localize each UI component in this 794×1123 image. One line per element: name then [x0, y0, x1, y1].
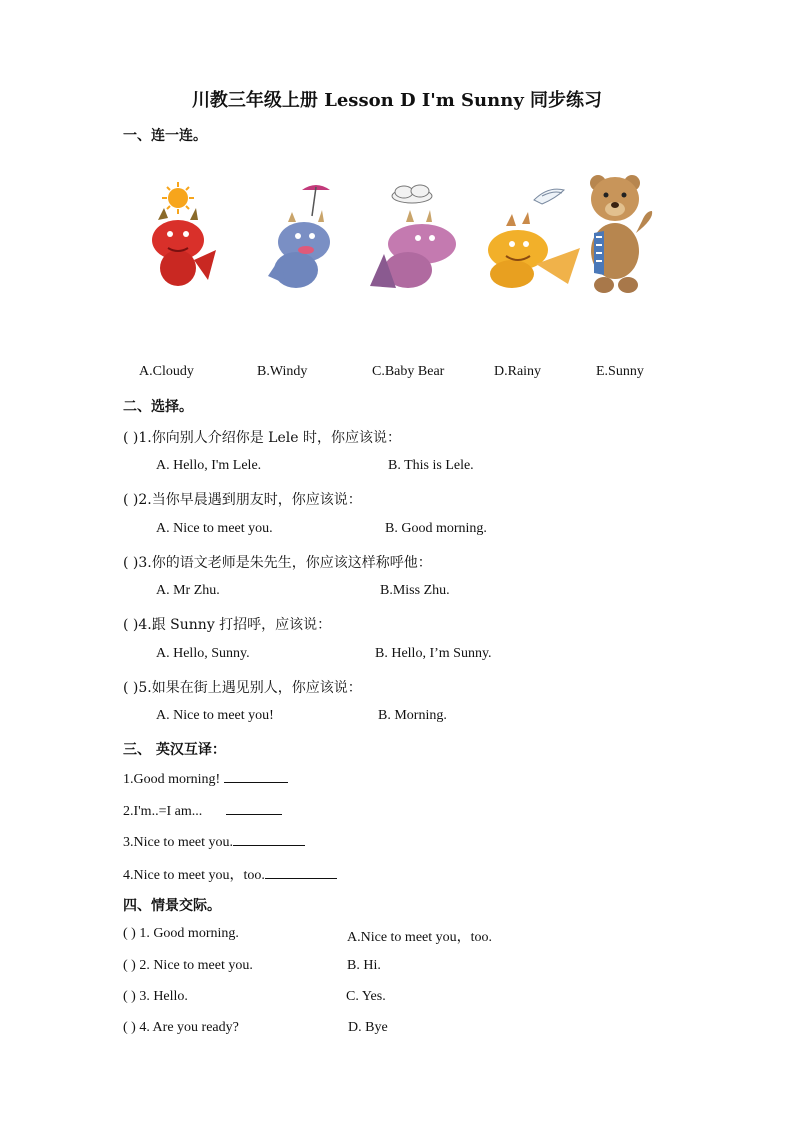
section-4-heading: 四、情景交际。 — [123, 898, 221, 914]
section-3-heading: 三、 英汉互译： — [123, 742, 226, 758]
page-title: 川教三年级上册 Lesson D I'm Sunny 同步练习 — [191, 90, 603, 111]
dialogue-option-c: C. Yes. — [346, 989, 386, 1004]
translate-item-2 — [123, 802, 282, 820]
question-2-option-a: A. Nice to meet you. — [156, 521, 273, 536]
wind-icon — [534, 189, 564, 204]
dialogue-1-question: ( ) 1. Good morning. — [123, 926, 239, 941]
translate-item-1 — [123, 770, 288, 788]
match-label-baby-bear: C.Baby Bear — [372, 364, 445, 379]
question-1-option-a: A. Hello, I'm Lele. — [156, 458, 262, 473]
dialogue-3-question: ( ) 3. Hello. — [123, 989, 188, 1004]
cloud-icon — [392, 185, 432, 203]
dialogue-option-d: D. Bye — [348, 1020, 388, 1035]
section-2-heading: 二、选择。 — [123, 399, 193, 415]
question-4-option-a: A. Hello, Sunny. — [156, 646, 250, 661]
question-5-option-a: A. Nice to meet you! — [156, 708, 274, 723]
answer-blank[interactable] — [226, 802, 282, 815]
match-label-windy: B.Windy — [257, 364, 308, 379]
question-5-stem: ( )5.如果在街上遇见别人，你应该说： — [123, 680, 362, 696]
sun-icon — [162, 182, 194, 214]
question-3-option-a: A. Mr Zhu. — [156, 583, 220, 598]
dialogue-option-b: B. Hi. — [347, 958, 381, 973]
question-4-stem: ( )4.跟 Sunny 打招呼，应该说： — [123, 617, 332, 633]
cloudy-dragon-picture — [366, 160, 466, 290]
baby-bear-picture — [584, 168, 662, 298]
question-1-stem: ( )1.你向别人介绍你是 Lele 时，你应该说： — [123, 430, 401, 446]
dialogue-4-question: ( ) 4. Are you ready? — [123, 1020, 239, 1035]
translate-item-2-text: 2.I'm..=I am... — [123, 804, 203, 819]
match-label-sunny: E.Sunny — [596, 364, 644, 379]
question-5-option-b: B. Morning. — [378, 708, 447, 723]
answer-blank[interactable] — [233, 833, 305, 846]
match-label-cloudy: A.Cloudy — [139, 364, 194, 379]
dialogue-option-a: A.Nice to meet you，too. — [347, 930, 493, 945]
question-2-stem: ( )2.当你早晨遇到朋友时，你应该说： — [123, 492, 362, 508]
translate-item-1-text: 1.Good morning! — [123, 772, 224, 787]
section-1-heading: 一、连一连。 — [123, 128, 207, 144]
match-label-rainy: D.Rainy — [494, 364, 542, 379]
translate-item-3 — [123, 833, 305, 851]
sunny-dragon-picture — [138, 160, 220, 290]
dialogue-2-question: ( ) 2. Nice to meet you. — [123, 958, 253, 973]
question-3-stem: ( )3.你的语文老师是朱先生，你应该这样称呼他： — [123, 555, 432, 571]
translate-item-3-text: 3.Nice to meet you. — [123, 835, 234, 850]
translate-item-4-text: 4.Nice to meet you，too. — [123, 868, 265, 883]
windy-dragon-picture — [472, 160, 584, 290]
answer-blank[interactable] — [265, 866, 337, 879]
umbrella-icon — [302, 185, 330, 216]
rainy-dragon-picture — [260, 160, 338, 290]
question-3-option-b: B.Miss Zhu. — [380, 583, 450, 598]
question-1-option-b: B. This is Lele. — [388, 458, 474, 473]
question-4-option-b: B. Hello, I’m Sunny. — [375, 646, 492, 661]
question-2-option-b: B. Good morning. — [385, 521, 487, 536]
answer-blank[interactable] — [224, 770, 288, 783]
translate-item-4 — [123, 864, 337, 884]
